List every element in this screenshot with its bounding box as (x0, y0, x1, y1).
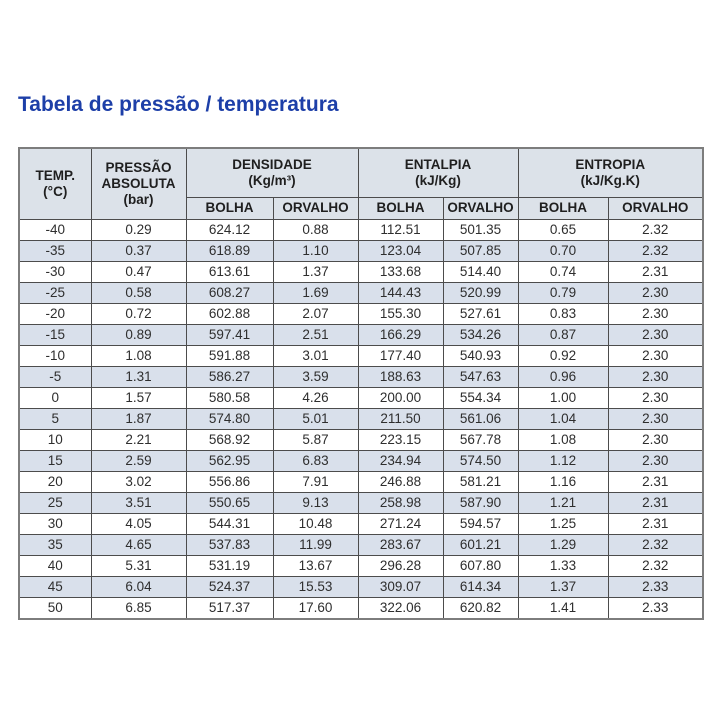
cell-densidade_orvalho: 17.60 (273, 597, 358, 619)
cell-entropia_orvalho: 2.32 (608, 534, 703, 555)
cell-temp_c: 10 (19, 429, 91, 450)
cell-entropia_orvalho: 2.30 (608, 408, 703, 429)
cell-entropia_orvalho: 2.31 (608, 261, 703, 282)
cell-entropia_bolha: 1.21 (518, 492, 608, 513)
cell-entropia_bolha: 0.74 (518, 261, 608, 282)
cell-pressao_absoluta_bar: 0.47 (91, 261, 186, 282)
cell-entropia_orvalho: 2.31 (608, 471, 703, 492)
cell-densidade_orvalho: 1.37 (273, 261, 358, 282)
cell-entalpia_bolha: 309.07 (358, 576, 443, 597)
cell-entropia_bolha: 1.33 (518, 555, 608, 576)
cell-densidade_bolha: 608.27 (186, 282, 273, 303)
cell-pressao_absoluta_bar: 1.08 (91, 345, 186, 366)
cell-entalpia_orvalho: 574.50 (443, 450, 518, 471)
cell-densidade_orvalho: 2.51 (273, 324, 358, 345)
cell-entalpia_orvalho: 614.34 (443, 576, 518, 597)
cell-temp_c: 40 (19, 555, 91, 576)
cell-entalpia_orvalho: 607.80 (443, 555, 518, 576)
cell-densidade_bolha: 556.86 (186, 471, 273, 492)
cell-densidade_orvalho: 13.67 (273, 555, 358, 576)
cell-densidade_orvalho: 0.88 (273, 219, 358, 240)
cell-pressao_absoluta_bar: 3.02 (91, 471, 186, 492)
cell-entalpia_bolha: 211.50 (358, 408, 443, 429)
cell-entalpia_orvalho: 501.35 (443, 219, 518, 240)
pressure-temperature-table (18, 147, 704, 620)
cell-densidade_bolha: 580.58 (186, 387, 273, 408)
table-row (19, 513, 703, 534)
entalpia-group-unit: (kJ/Kg) (415, 172, 461, 188)
cell-entropia_bolha: 1.12 (518, 450, 608, 471)
cell-entalpia_orvalho: 567.78 (443, 429, 518, 450)
cell-densidade_orvalho: 3.59 (273, 366, 358, 387)
cell-densidade_bolha: 524.37 (186, 576, 273, 597)
table-row (19, 576, 703, 597)
cell-pressao_absoluta_bar: 0.37 (91, 240, 186, 261)
cell-entalpia_bolha: 246.88 (358, 471, 443, 492)
cell-densidade_bolha: 618.89 (186, 240, 273, 261)
temp-header-unit: (°C) (43, 183, 68, 199)
cell-entropia_orvalho: 2.30 (608, 303, 703, 324)
cell-entropia_bolha: 1.37 (518, 576, 608, 597)
sub-header-entropia-bolha: BOLHA (518, 197, 608, 219)
densidade-group-label: DENSIDADE (232, 156, 312, 172)
cell-entropia_bolha: 0.65 (518, 219, 608, 240)
cell-densidade_orvalho: 5.87 (273, 429, 358, 450)
cell-entalpia_orvalho: 581.21 (443, 471, 518, 492)
cell-entropia_bolha: 1.29 (518, 534, 608, 555)
cell-pressao_absoluta_bar: 1.87 (91, 408, 186, 429)
cell-entalpia_bolha: 133.68 (358, 261, 443, 282)
cell-temp_c: 0 (19, 387, 91, 408)
cell-entropia_orvalho: 2.32 (608, 240, 703, 261)
cell-entropia_orvalho: 2.30 (608, 387, 703, 408)
cell-entropia_orvalho: 2.30 (608, 429, 703, 450)
cell-temp_c: 5 (19, 408, 91, 429)
cell-entropia_orvalho: 2.32 (608, 555, 703, 576)
cell-densidade_orvalho: 11.99 (273, 534, 358, 555)
cell-entropia_orvalho: 2.30 (608, 366, 703, 387)
cell-pressao_absoluta_bar: 3.51 (91, 492, 186, 513)
table-row (19, 471, 703, 492)
sub-header-entalpia-bolha: BOLHA (358, 197, 443, 219)
pressure-header-label-1: PRESSÃO (105, 159, 172, 175)
cell-temp_c: 35 (19, 534, 91, 555)
cell-entropia_bolha: 0.70 (518, 240, 608, 261)
cell-temp_c: -20 (19, 303, 91, 324)
table-row (19, 408, 703, 429)
cell-entropia_orvalho: 2.30 (608, 345, 703, 366)
cell-entropia_orvalho: 2.32 (608, 219, 703, 240)
col-header-pressure (91, 148, 186, 219)
cell-entropia_bolha: 0.92 (518, 345, 608, 366)
cell-entropia_bolha: 1.25 (518, 513, 608, 534)
pressure-header-unit: (bar) (123, 191, 154, 207)
cell-entropia_bolha: 1.00 (518, 387, 608, 408)
cell-pressao_absoluta_bar: 6.85 (91, 597, 186, 619)
cell-pressao_absoluta_bar: 5.31 (91, 555, 186, 576)
cell-entalpia_bolha: 258.98 (358, 492, 443, 513)
cell-entalpia_bolha: 144.43 (358, 282, 443, 303)
cell-entalpia_bolha: 155.30 (358, 303, 443, 324)
cell-densidade_orvalho: 1.10 (273, 240, 358, 261)
cell-densidade_orvalho: 1.69 (273, 282, 358, 303)
table-row (19, 597, 703, 619)
cell-pressao_absoluta_bar: 0.58 (91, 282, 186, 303)
cell-temp_c: 50 (19, 597, 91, 619)
cell-entalpia_bolha: 188.63 (358, 366, 443, 387)
cell-entalpia_bolha: 112.51 (358, 219, 443, 240)
sub-header-entropia-orvalho: ORVALHO (608, 197, 703, 219)
table-row (19, 345, 703, 366)
cell-entalpia_bolha: 283.67 (358, 534, 443, 555)
cell-entropia_bolha: 1.08 (518, 429, 608, 450)
page (0, 92, 720, 720)
cell-entropia_bolha: 1.04 (518, 408, 608, 429)
table-body (19, 219, 703, 619)
page-title: Tabela de pressão / temperatura (18, 93, 339, 116)
cell-densidade_orvalho: 9.13 (273, 492, 358, 513)
cell-entropia_orvalho: 2.33 (608, 576, 703, 597)
table-row (19, 450, 703, 471)
cell-entropia_bolha: 0.96 (518, 366, 608, 387)
cell-densidade_bolha: 568.92 (186, 429, 273, 450)
cell-entalpia_bolha: 296.28 (358, 555, 443, 576)
cell-densidade_orvalho: 3.01 (273, 345, 358, 366)
cell-densidade_orvalho: 2.07 (273, 303, 358, 324)
cell-densidade_bolha: 597.41 (186, 324, 273, 345)
cell-densidade_bolha: 544.31 (186, 513, 273, 534)
cell-temp_c: 25 (19, 492, 91, 513)
cell-pressao_absoluta_bar: 4.05 (91, 513, 186, 534)
cell-entalpia_bolha: 271.24 (358, 513, 443, 534)
cell-densidade_orvalho: 4.26 (273, 387, 358, 408)
cell-entalpia_orvalho: 527.61 (443, 303, 518, 324)
cell-temp_c: 15 (19, 450, 91, 471)
cell-entalpia_orvalho: 540.93 (443, 345, 518, 366)
cell-entropia_orvalho: 2.31 (608, 492, 703, 513)
temp-header-label: TEMP. (35, 167, 75, 183)
col-group-entalpia (358, 148, 518, 197)
cell-entalpia_bolha: 234.94 (358, 450, 443, 471)
cell-entropia_orvalho: 2.30 (608, 282, 703, 303)
cell-densidade_bolha: 586.27 (186, 366, 273, 387)
sub-header-densidade-bolha: BOLHA (186, 197, 273, 219)
cell-entropia_orvalho: 2.30 (608, 450, 703, 471)
cell-pressao_absoluta_bar: 2.59 (91, 450, 186, 471)
cell-entropia_bolha: 1.41 (518, 597, 608, 619)
cell-pressao_absoluta_bar: 0.72 (91, 303, 186, 324)
table-row (19, 429, 703, 450)
col-header-temp (19, 148, 91, 219)
table-row (19, 261, 703, 282)
cell-pressao_absoluta_bar: 1.57 (91, 387, 186, 408)
cell-entropia_orvalho: 2.33 (608, 597, 703, 619)
cell-pressao_absoluta_bar: 4.65 (91, 534, 186, 555)
cell-densidade_bolha: 550.65 (186, 492, 273, 513)
cell-entropia_orvalho: 2.30 (608, 324, 703, 345)
table-row (19, 240, 703, 261)
table-row (19, 492, 703, 513)
cell-pressao_absoluta_bar: 1.31 (91, 366, 186, 387)
header-group-row (19, 148, 703, 197)
cell-pressao_absoluta_bar: 0.89 (91, 324, 186, 345)
cell-entalpia_bolha: 223.15 (358, 429, 443, 450)
cell-densidade_bolha: 602.88 (186, 303, 273, 324)
cell-densidade_orvalho: 5.01 (273, 408, 358, 429)
cell-temp_c: -5 (19, 366, 91, 387)
cell-densidade_orvalho: 15.53 (273, 576, 358, 597)
cell-densidade_orvalho: 10.48 (273, 513, 358, 534)
sub-header-entalpia-orvalho: ORVALHO (443, 197, 518, 219)
cell-entalpia_orvalho: 507.85 (443, 240, 518, 261)
entropia-group-label: ENTROPIA (575, 156, 646, 172)
cell-temp_c: 30 (19, 513, 91, 534)
cell-densidade_bolha: 613.61 (186, 261, 273, 282)
table-row (19, 303, 703, 324)
cell-densidade_bolha: 531.19 (186, 555, 273, 576)
cell-entalpia_bolha: 322.06 (358, 597, 443, 619)
cell-temp_c: -40 (19, 219, 91, 240)
cell-entalpia_orvalho: 587.90 (443, 492, 518, 513)
cell-pressao_absoluta_bar: 6.04 (91, 576, 186, 597)
cell-entalpia_bolha: 123.04 (358, 240, 443, 261)
pressure-header-label-2: ABSOLUTA (101, 175, 176, 191)
cell-densidade_orvalho: 7.91 (273, 471, 358, 492)
cell-entalpia_bolha: 177.40 (358, 345, 443, 366)
cell-densidade_bolha: 591.88 (186, 345, 273, 366)
cell-temp_c: -10 (19, 345, 91, 366)
cell-entropia_orvalho: 2.31 (608, 513, 703, 534)
cell-entalpia_orvalho: 534.26 (443, 324, 518, 345)
cell-entropia_bolha: 1.16 (518, 471, 608, 492)
table-row (19, 324, 703, 345)
cell-densidade_bolha: 624.12 (186, 219, 273, 240)
densidade-group-unit: (Kg/m³) (248, 172, 296, 188)
cell-entalpia_orvalho: 594.57 (443, 513, 518, 534)
table-row (19, 219, 703, 240)
table-row (19, 534, 703, 555)
table-header (19, 148, 703, 219)
table-row (19, 387, 703, 408)
cell-temp_c: -15 (19, 324, 91, 345)
cell-temp_c: -25 (19, 282, 91, 303)
cell-entalpia_orvalho: 561.06 (443, 408, 518, 429)
cell-temp_c: -35 (19, 240, 91, 261)
cell-entalpia_orvalho: 620.82 (443, 597, 518, 619)
col-group-densidade (186, 148, 358, 197)
col-group-entropia (518, 148, 703, 197)
cell-densidade_bolha: 517.37 (186, 597, 273, 619)
cell-entalpia_orvalho: 554.34 (443, 387, 518, 408)
cell-entropia_bolha: 0.79 (518, 282, 608, 303)
cell-entropia_bolha: 0.83 (518, 303, 608, 324)
cell-densidade_bolha: 562.95 (186, 450, 273, 471)
table-row (19, 366, 703, 387)
cell-entropia_bolha: 0.87 (518, 324, 608, 345)
cell-entalpia_orvalho: 514.40 (443, 261, 518, 282)
cell-entalpia_orvalho: 520.99 (443, 282, 518, 303)
cell-entalpia_orvalho: 547.63 (443, 366, 518, 387)
cell-entalpia_bolha: 166.29 (358, 324, 443, 345)
entropia-group-unit: (kJ/Kg.K) (580, 172, 640, 188)
table-row (19, 555, 703, 576)
entalpia-group-label: ENTALPIA (404, 156, 472, 172)
cell-densidade_bolha: 537.83 (186, 534, 273, 555)
table-row (19, 282, 703, 303)
cell-densidade_bolha: 574.80 (186, 408, 273, 429)
sub-header-densidade-orvalho: ORVALHO (273, 197, 358, 219)
cell-entalpia_orvalho: 601.21 (443, 534, 518, 555)
cell-temp_c: 20 (19, 471, 91, 492)
cell-temp_c: 45 (19, 576, 91, 597)
cell-pressao_absoluta_bar: 0.29 (91, 219, 186, 240)
cell-temp_c: -30 (19, 261, 91, 282)
cell-densidade_orvalho: 6.83 (273, 450, 358, 471)
cell-entalpia_bolha: 200.00 (358, 387, 443, 408)
cell-pressao_absoluta_bar: 2.21 (91, 429, 186, 450)
